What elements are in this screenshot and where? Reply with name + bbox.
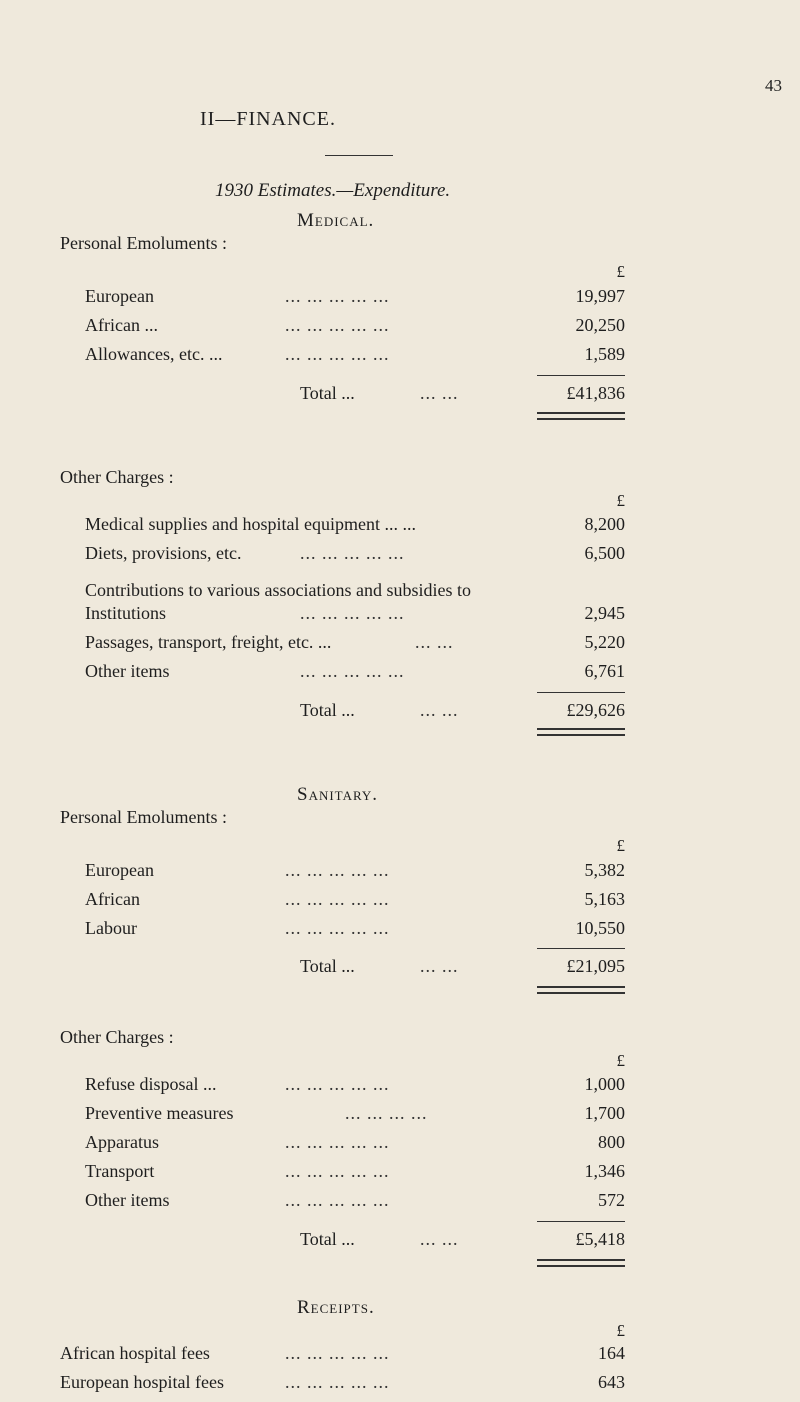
table-row [0, 1343, 800, 1363]
row-amount: 643 [598, 1372, 625, 1392]
currency-symbol: £ [616, 491, 625, 510]
table-row [0, 344, 800, 368]
leader-dots: ... ... [420, 383, 459, 403]
divider [325, 155, 393, 156]
currency-symbol: £ [616, 1051, 625, 1070]
row-amount: 5,220 [584, 632, 625, 652]
group-heading: Other Charges : [60, 1027, 174, 1047]
row-amount: 6,500 [584, 543, 625, 563]
double-rule [537, 1259, 625, 1267]
total-label: Total ... [300, 383, 355, 403]
currency-symbol: £ [616, 1321, 625, 1340]
row-label: European hospital fees [60, 1372, 224, 1392]
row-amount: 19,997 [575, 286, 625, 306]
table-row [0, 1132, 800, 1156]
row-amount: 1,000 [584, 1074, 625, 1094]
table-row [0, 1190, 800, 1214]
row-amount: 164 [598, 1343, 625, 1363]
table-row [0, 580, 800, 604]
leader-dots: ... ... [415, 632, 454, 652]
double-rule [537, 728, 625, 736]
row-amount: 5,163 [584, 889, 625, 909]
row-label: African ... [85, 315, 158, 335]
row-label: Labour [85, 918, 137, 938]
total-row [0, 956, 800, 980]
total-amount: £21,095 [566, 956, 625, 976]
table-row [0, 514, 800, 538]
double-rule [537, 412, 625, 420]
row-amount: 2,945 [584, 603, 625, 623]
row-amount: 20,250 [575, 315, 625, 335]
leader-dots: ... ... ... ... [345, 1103, 428, 1123]
group-heading: Personal Emoluments : [60, 807, 227, 827]
table-row [0, 603, 800, 627]
table-row [0, 286, 800, 310]
total-row [0, 1229, 800, 1253]
total-amount: £29,626 [566, 700, 625, 720]
table-row [0, 1074, 800, 1098]
leader-dots: ... ... ... ... ... [285, 860, 390, 880]
row-amount: 5,382 [584, 860, 625, 880]
section-title-sanitary: Sanitary. [297, 784, 379, 805]
leader-dots: ... ... ... ... ... [285, 1132, 390, 1152]
table-row [0, 1103, 800, 1127]
leader-dots: ... ... ... ... ... [285, 1372, 390, 1392]
leader-dots: ... ... ... ... ... [285, 1343, 390, 1363]
table-row [0, 1161, 800, 1185]
row-label: Refuse disposal ... [85, 1074, 217, 1094]
row-label: Allowances, etc. ... [85, 344, 223, 364]
leader-dots: ... ... [420, 1229, 459, 1249]
total-amount: £41,836 [566, 383, 625, 403]
row-label: Institutions [85, 603, 167, 623]
table-row [0, 889, 800, 913]
row-amount: 6,761 [584, 661, 625, 681]
total-label: Total ... [300, 1229, 355, 1249]
total-row [0, 383, 800, 407]
leader-dots: ... ... ... ... ... [285, 889, 390, 909]
table-row [0, 632, 800, 656]
leader-dots: ... ... [420, 700, 459, 720]
currency-symbol: £ [616, 262, 625, 281]
leader-dots: ... ... ... ... ... [300, 603, 405, 623]
row-label: Other items [85, 661, 170, 681]
leader-dots: ... ... ... ... ... [285, 344, 390, 364]
total-amount: £5,418 [575, 1229, 625, 1249]
row-label: Transport [85, 1161, 155, 1181]
row-label: Diets, provisions, etc. [85, 543, 242, 563]
row-amount: 800 [598, 1132, 625, 1152]
section-heading: II—FINANCE. [200, 108, 336, 130]
sum-rule [537, 375, 625, 376]
total-row [0, 700, 800, 724]
table-row [0, 860, 800, 884]
leader-dots: ... ... ... ... ... [300, 543, 405, 563]
leader-dots: ... ... ... ... ... [285, 1074, 390, 1094]
leader-dots: ... ... [420, 956, 459, 976]
row-amount: 1,589 [584, 344, 625, 364]
leader-dots: ... ... ... ... ... [300, 661, 405, 681]
row-amount: 1,700 [584, 1103, 625, 1123]
row-label: European [85, 860, 154, 880]
group-heading: Personal Emoluments : [60, 233, 227, 253]
table-row [0, 918, 800, 942]
table-row [0, 315, 800, 339]
row-label: Other items [85, 1190, 170, 1210]
page-subtitle: 1930 Estimates.—Expenditure. [215, 180, 451, 201]
row-amount: 8,200 [584, 514, 625, 534]
row-label: Contributions to various associations and subsidies to [85, 580, 471, 600]
row-amount: 1,346 [584, 1161, 625, 1181]
leader-dots: ... ... ... ... ... [285, 1190, 390, 1210]
row-label: Passages, transport, freight, etc. ... [85, 632, 332, 652]
page-number: 43 [765, 76, 782, 95]
row-label: European [85, 286, 154, 306]
table-row [0, 661, 800, 685]
total-label: Total ... [300, 700, 355, 720]
section-title-medical: Medical. [297, 210, 375, 231]
table-row [0, 543, 800, 567]
row-label: African hospital fees [60, 1343, 210, 1363]
group-heading: Other Charges : [60, 467, 174, 487]
sum-rule [537, 692, 625, 693]
row-amount: 572 [598, 1190, 625, 1210]
leader-dots: ... ... ... ... ... [285, 1161, 390, 1181]
currency-symbol: £ [616, 836, 625, 855]
total-label: Total ... [300, 956, 355, 976]
section-title-receipts: Receipts. [297, 1297, 375, 1318]
double-rule [537, 986, 625, 994]
table-row [0, 1372, 800, 1392]
row-amount: 10,550 [575, 918, 625, 938]
row-label: Preventive measures [85, 1103, 234, 1123]
leader-dots: ... ... ... ... ... [285, 286, 390, 306]
row-label: Apparatus [85, 1132, 159, 1152]
leader-dots: ... ... ... ... ... [285, 918, 390, 938]
sum-rule [537, 1221, 625, 1222]
row-label: Medical supplies and hospital equipment ... ... [85, 514, 416, 534]
sum-rule [537, 948, 625, 949]
leader-dots: ... ... ... ... ... [285, 315, 390, 335]
row-label: African [85, 889, 140, 909]
